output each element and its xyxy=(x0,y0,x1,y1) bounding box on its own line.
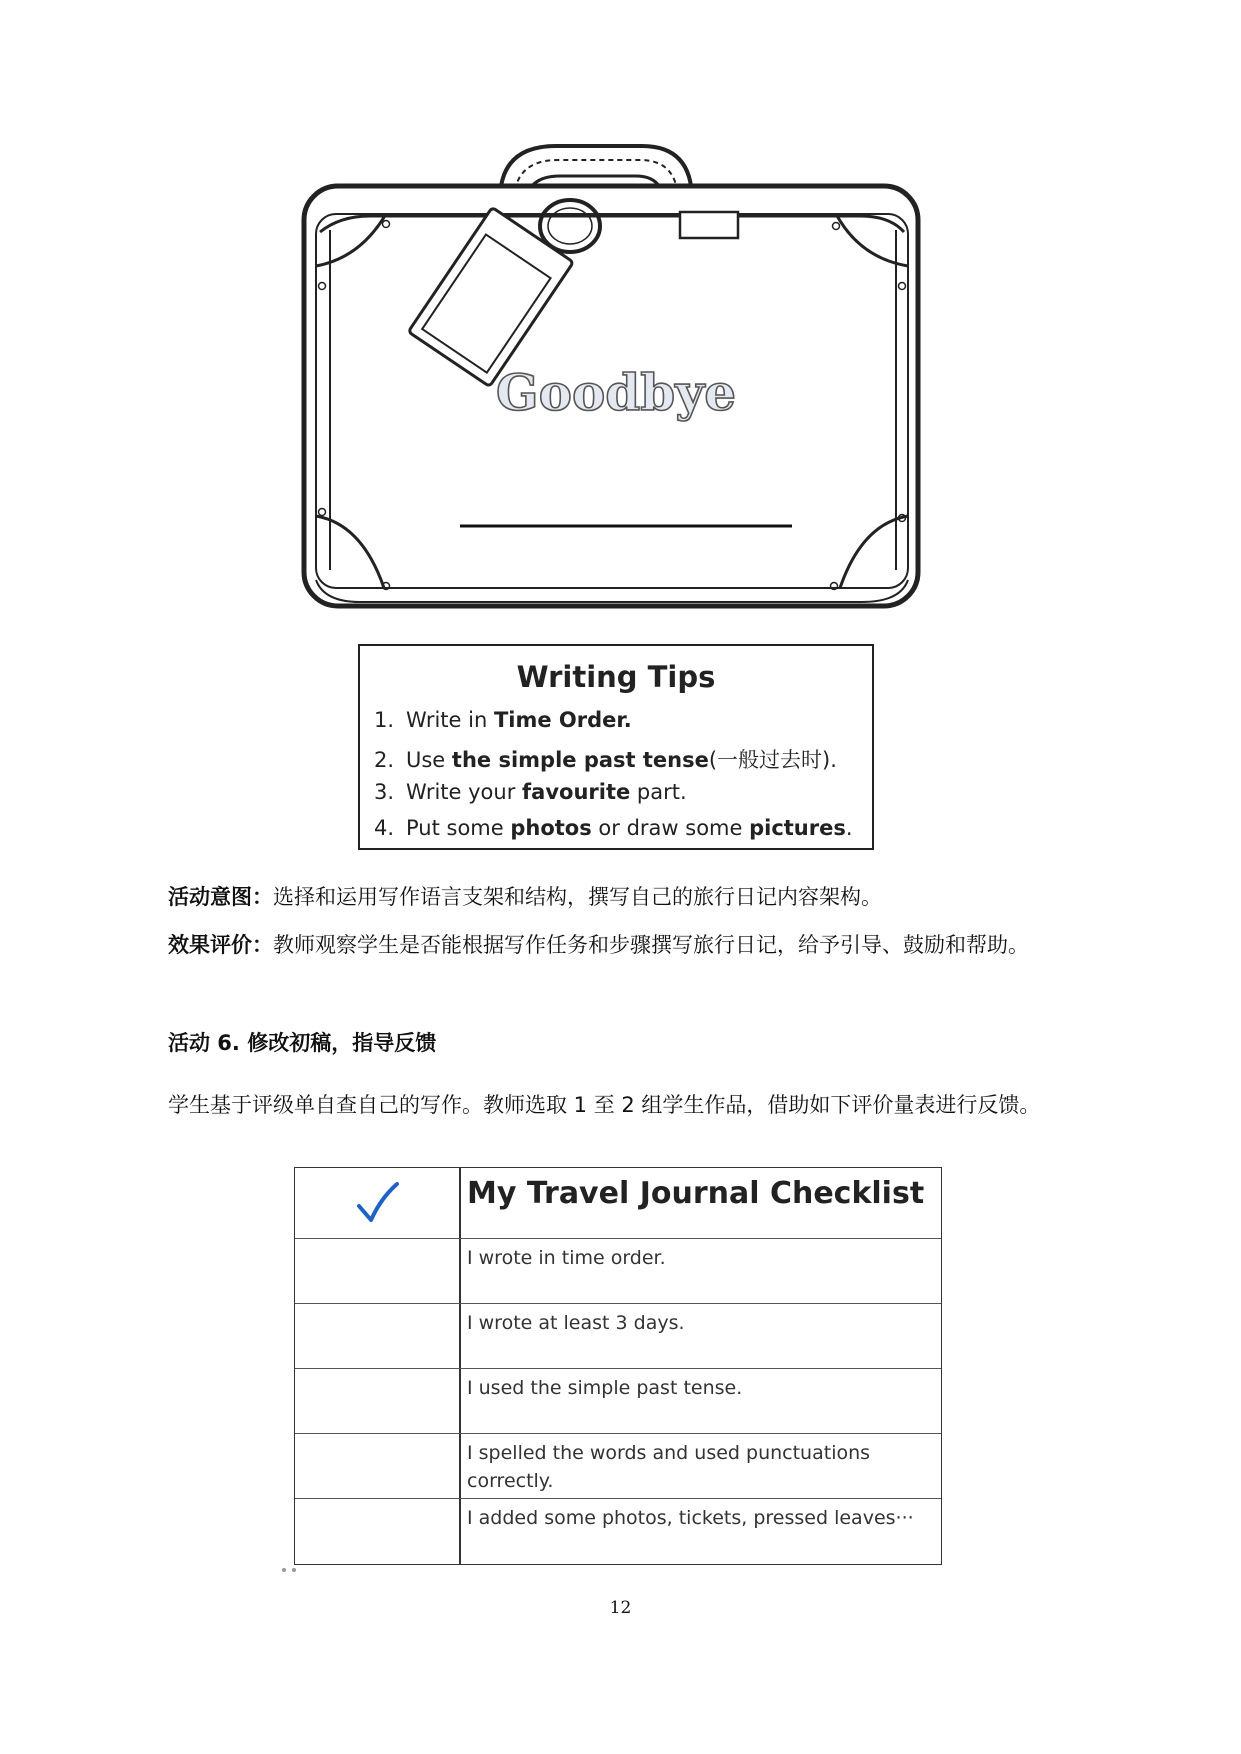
row-divider xyxy=(295,1238,941,1239)
tip-number: 3. xyxy=(374,780,395,804)
checklist-item: I wrote at least 3 days. xyxy=(467,1312,685,1334)
suitcase-illustration xyxy=(300,140,940,620)
goodbye-label: Goodbye xyxy=(495,363,737,422)
tip-item xyxy=(374,816,853,840)
tip-bold-text: Time Order. xyxy=(493,708,632,732)
tip-number: 2. xyxy=(374,748,395,772)
tip-bold-text: photos xyxy=(510,816,592,840)
tip-text: Use xyxy=(406,748,452,772)
tip-item xyxy=(374,780,687,804)
row-divider xyxy=(295,1433,941,1434)
tip-text: Put some xyxy=(406,816,511,840)
scan-artifact xyxy=(278,1566,312,1574)
writing-tips-box xyxy=(358,644,874,850)
activity-intent-paragraph xyxy=(120,880,1120,914)
effect-eval-text: 教师观察学生是否能根据写作任务和步骤撰写旅行日记，给予引导、鼓励和帮助。 xyxy=(273,933,1029,957)
column-divider xyxy=(459,1168,461,1564)
tip-text: . xyxy=(845,816,853,840)
tip-bold-text: the simple past tense xyxy=(451,748,709,772)
tip-number: 1. xyxy=(374,708,395,732)
checklist-item: I added some photos, tickets, pressed leaves··· xyxy=(467,1507,914,1529)
checklist-item: I spelled the words and used punctuations correctly. xyxy=(467,1442,871,1492)
row-divider xyxy=(295,1498,941,1499)
intro-paragraph: 学生基于评级单自查自己的写作。教师选取 1 至 2 组学生作品，借助如下评价量表进行反馈。 xyxy=(168,1093,1041,1117)
tip-item xyxy=(374,708,632,732)
travel-journal-checklist xyxy=(294,1167,942,1565)
tip-bold-text: pictures xyxy=(749,816,846,840)
writing-tips-title: Writing Tips xyxy=(516,660,716,694)
tip-text: (一般过去时). xyxy=(708,748,837,772)
tip-number: 4. xyxy=(374,816,395,840)
row-divider xyxy=(295,1303,941,1304)
checklist-item: I used the simple past tense. xyxy=(467,1377,743,1399)
tip-text: or draw some xyxy=(591,816,750,840)
effect-eval-label: 效果评价： xyxy=(168,933,273,957)
checklist-title: My Travel Journal Checklist xyxy=(467,1176,925,1211)
page-number: 12 xyxy=(609,1598,632,1618)
effect-eval-paragraph xyxy=(120,928,1120,962)
checklist-item: I wrote in time order. xyxy=(467,1247,666,1269)
activity-intent-text: 选择和运用写作语言支架和结构，撰写自己的旅行日记内容架构。 xyxy=(273,885,882,909)
tip-bold-text: favourite xyxy=(522,780,631,804)
tip-item xyxy=(374,744,837,774)
checkmark-icon xyxy=(353,1180,401,1228)
tip-text: Write in xyxy=(406,708,494,732)
row-divider xyxy=(295,1368,941,1369)
activity6-heading: 活动 6. 修改初稿，指导反馈 xyxy=(168,1031,437,1055)
tip-text: part. xyxy=(630,780,687,804)
tip-text: Write your xyxy=(406,780,523,804)
activity-intent-label: 活动意图： xyxy=(168,885,273,909)
